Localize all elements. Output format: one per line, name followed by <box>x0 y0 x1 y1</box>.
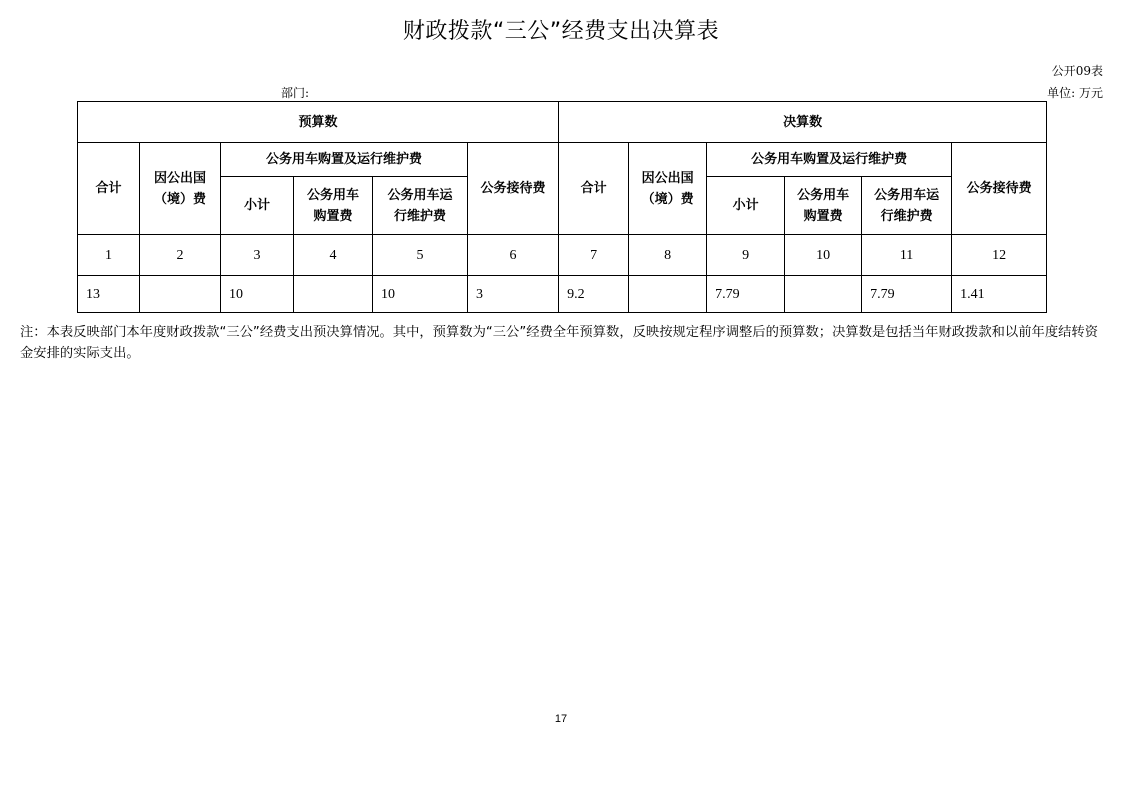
final-vehicle-subtotal-header: 小计 <box>707 177 785 235</box>
index-cell: 6 <box>468 235 559 276</box>
final-vehicle-group-header: 公务用车购置及运行维护费 <box>707 143 952 177</box>
final-vehicle-subtotal-value: 7.79 <box>707 276 785 313</box>
department-label: 部门: <box>281 86 310 100</box>
unit-label: 单位: 万元 <box>1047 86 1103 100</box>
budget-total-header: 合计 <box>78 143 140 235</box>
index-cell: 7 <box>559 235 629 276</box>
index-cell: 10 <box>785 235 862 276</box>
table-footnote: 注：本表反映部门本年度财政拨款“三公”经费支出预决算情况。其中，预算数为“三公”经费全年预算数，反映按规定程序调整后的预算数；决算数是包括当年财政拨款和以前年度结转资金安排的实际支出。 <box>20 325 1099 361</box>
group-header-row <box>78 102 1047 143</box>
index-cell: 1 <box>78 235 140 276</box>
three-public-expenses-table <box>77 101 1047 313</box>
budget-vehicle-purchase-label: 公务用车购置费 <box>306 187 359 224</box>
column-header-row <box>78 143 1047 177</box>
page-title: 财政拨款“三公”经费支出决算表 <box>402 19 720 44</box>
index-cell: 4 <box>294 235 373 276</box>
index-row <box>78 235 1047 276</box>
final-vehicle-purchase-label: 公务用车购置费 <box>797 187 850 224</box>
final-abroad-header <box>629 143 707 235</box>
final-vehicle-operation-value: 7.79 <box>862 276 952 313</box>
final-total-value: 9.2 <box>559 276 629 313</box>
index-cell: 11 <box>862 235 952 276</box>
final-abroad-label: 因公出国（境）费 <box>641 170 694 207</box>
budget-vehicle-operation-label: 公务用车运行维护费 <box>387 187 453 224</box>
index-cell: 3 <box>221 235 294 276</box>
final-vehicle-purchase-header <box>785 177 862 235</box>
budget-reception-value: 3 <box>468 276 559 313</box>
final-vehicle-purchase-value <box>785 276 862 313</box>
final-reception-value: 1.41 <box>952 276 1047 313</box>
budget-vehicle-purchase-header <box>294 177 373 235</box>
budget-vehicle-operation-value: 10 <box>373 276 468 313</box>
budget-vehicle-operation-header <box>373 177 468 235</box>
index-cell: 8 <box>629 235 707 276</box>
budget-vehicle-subtotal-value: 10 <box>221 276 294 313</box>
final-total-header: 合计 <box>559 143 629 235</box>
final-vehicle-operation-header <box>862 177 952 235</box>
budget-vehicle-purchase-value <box>294 276 373 313</box>
form-number: 公开09表 <box>1051 64 1103 78</box>
index-cell: 12 <box>952 235 1047 276</box>
index-cell: 9 <box>707 235 785 276</box>
budget-vehicle-subtotal-header: 小计 <box>221 177 294 235</box>
final-abroad-value <box>629 276 707 313</box>
budget-vehicle-group-header: 公务用车购置及运行维护费 <box>221 143 468 177</box>
budget-reception-header: 公务接待费 <box>468 143 559 235</box>
final-group-header: 决算数 <box>559 102 1047 143</box>
budget-abroad-header <box>140 143 221 235</box>
final-reception-header: 公务接待费 <box>952 143 1047 235</box>
index-cell: 5 <box>373 235 468 276</box>
budget-group-header: 预算数 <box>78 102 559 143</box>
index-cell: 2 <box>140 235 221 276</box>
final-vehicle-operation-label: 公务用车运行维护费 <box>874 187 940 224</box>
budget-abroad-value <box>140 276 221 313</box>
page-number: 17 <box>554 713 568 725</box>
budget-total-value: 13 <box>78 276 140 313</box>
budget-abroad-label: 因公出国（境）费 <box>153 170 206 207</box>
data-row <box>78 276 1047 313</box>
